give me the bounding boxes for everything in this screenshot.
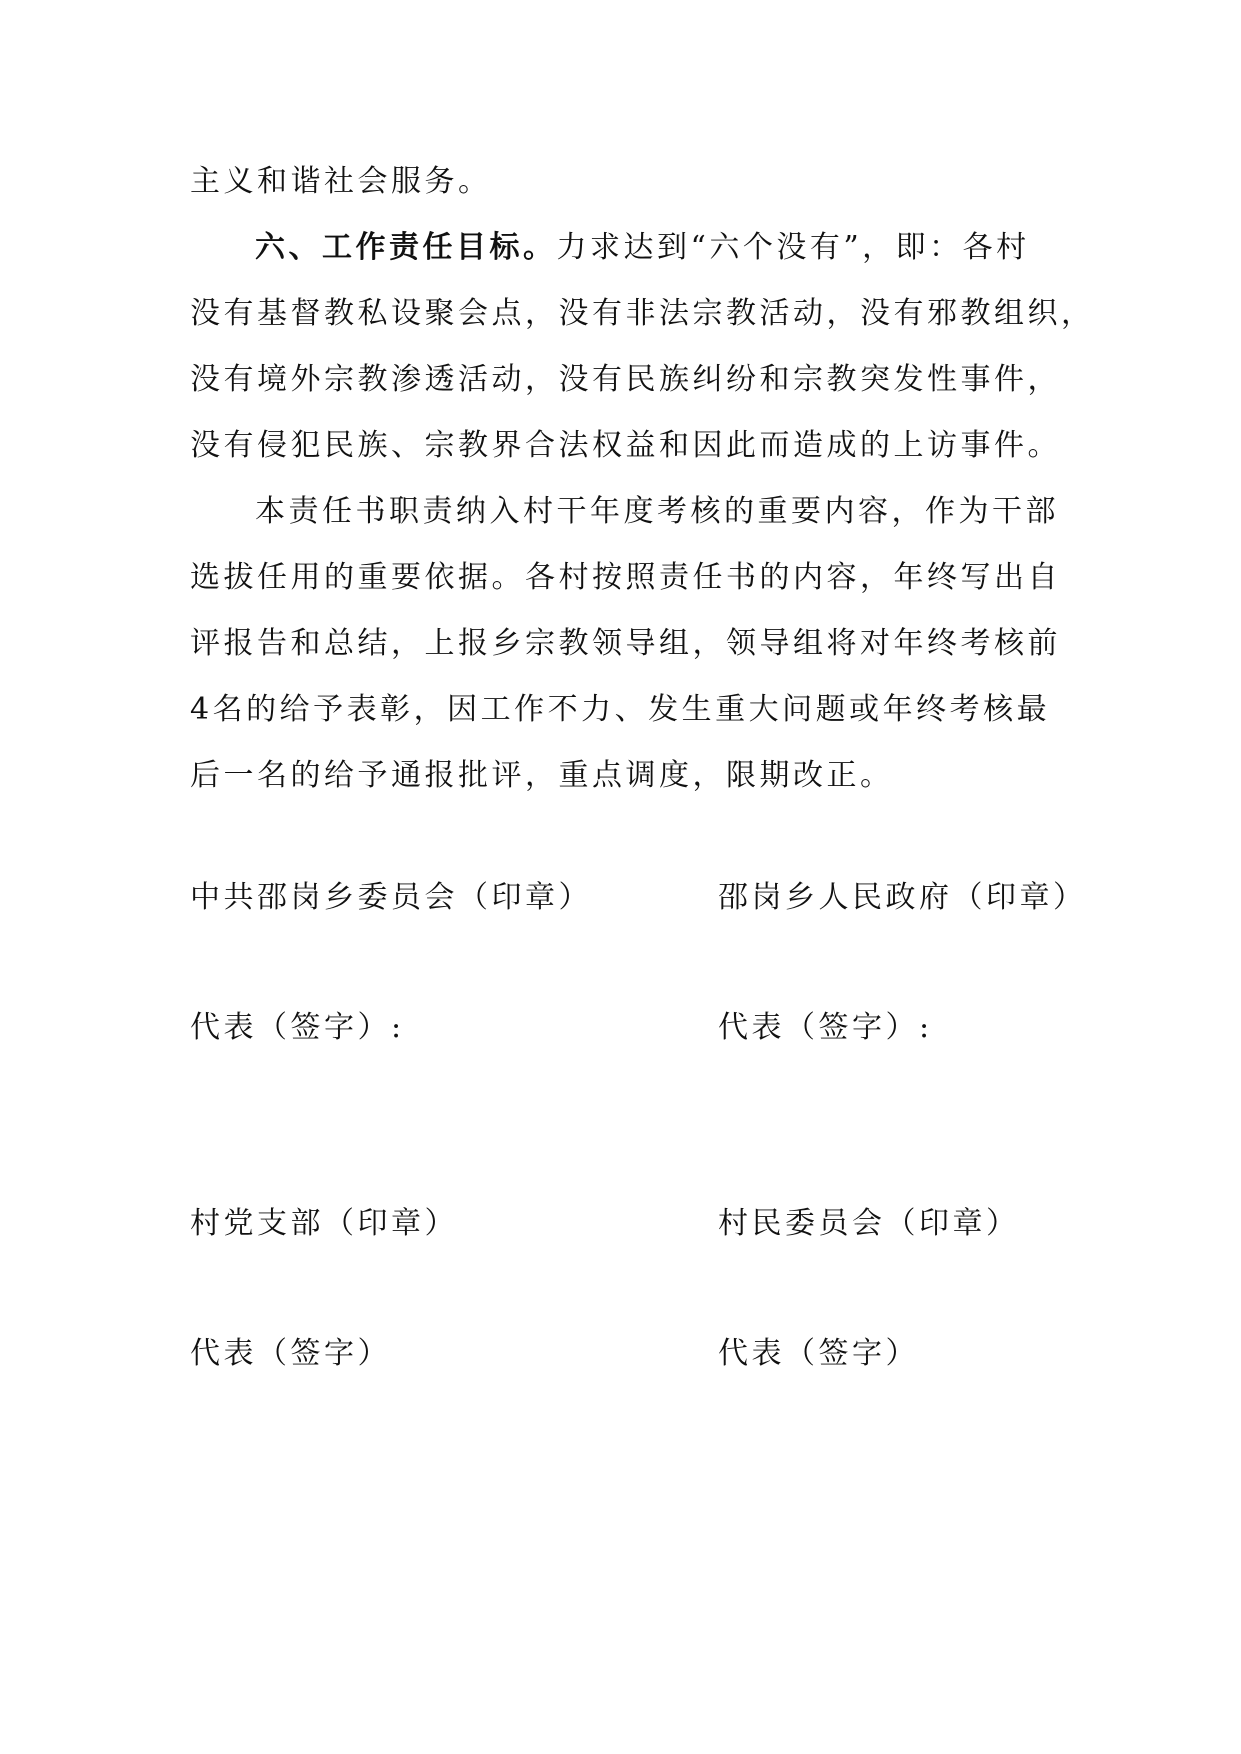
body-line-6: 本责任书职责纳入村干年度考核的重要内容，作为干部 (255, 494, 1059, 529)
seal-party-committee: 中共邵岗乡委员会（印章） (190, 880, 592, 915)
representative-signature-left-2: 代表（签字） (190, 1336, 391, 1371)
seal-village-party-branch: 村党支部（印章） (190, 1206, 458, 1241)
body-line-2 (255, 228, 1135, 268)
seal-township-government: 邵岗乡人民政府（印章） (718, 880, 1087, 915)
body-line-10: 后一名的给予通报批评，重点调度，限期改正。 (190, 758, 894, 793)
representative-signature-right-2: 代表（签字） (718, 1336, 919, 1371)
body-line-1: 主义和谐社会服务。 (190, 164, 492, 199)
representative-signature-left-1: 代表（签字）: (190, 1010, 405, 1045)
body-line-3: 没有基督教私设聚会点，没有非法宗教活动，没有邪教组织， (190, 296, 1095, 331)
section-6-heading: 六、工作责任目标。 (255, 230, 557, 265)
body-line-2-text: 力求达到“六个没有”，即：各村 (556, 230, 1030, 265)
seal-village-committee: 村民委员会（印章） (718, 1206, 1020, 1241)
representative-signature-right-1: 代表（签字）: (718, 1010, 933, 1045)
body-line-5: 没有侵犯民族、宗教界合法权益和因此而造成的上访事件。 (190, 428, 1061, 463)
body-line-4: 没有境外宗教渗透活动，没有民族纠纷和宗教突发性事件， (190, 362, 1061, 397)
body-line-7: 选拔任用的重要依据。各村按照责任书的内容，年终写出自 (190, 560, 1061, 595)
body-line-9: 4名的给予表彰，因工作不力、发生重大问题或年终考核最 (190, 692, 1051, 727)
body-line-8: 评报告和总结，上报乡宗教领导组，领导组将对年终考核前 (190, 626, 1061, 661)
